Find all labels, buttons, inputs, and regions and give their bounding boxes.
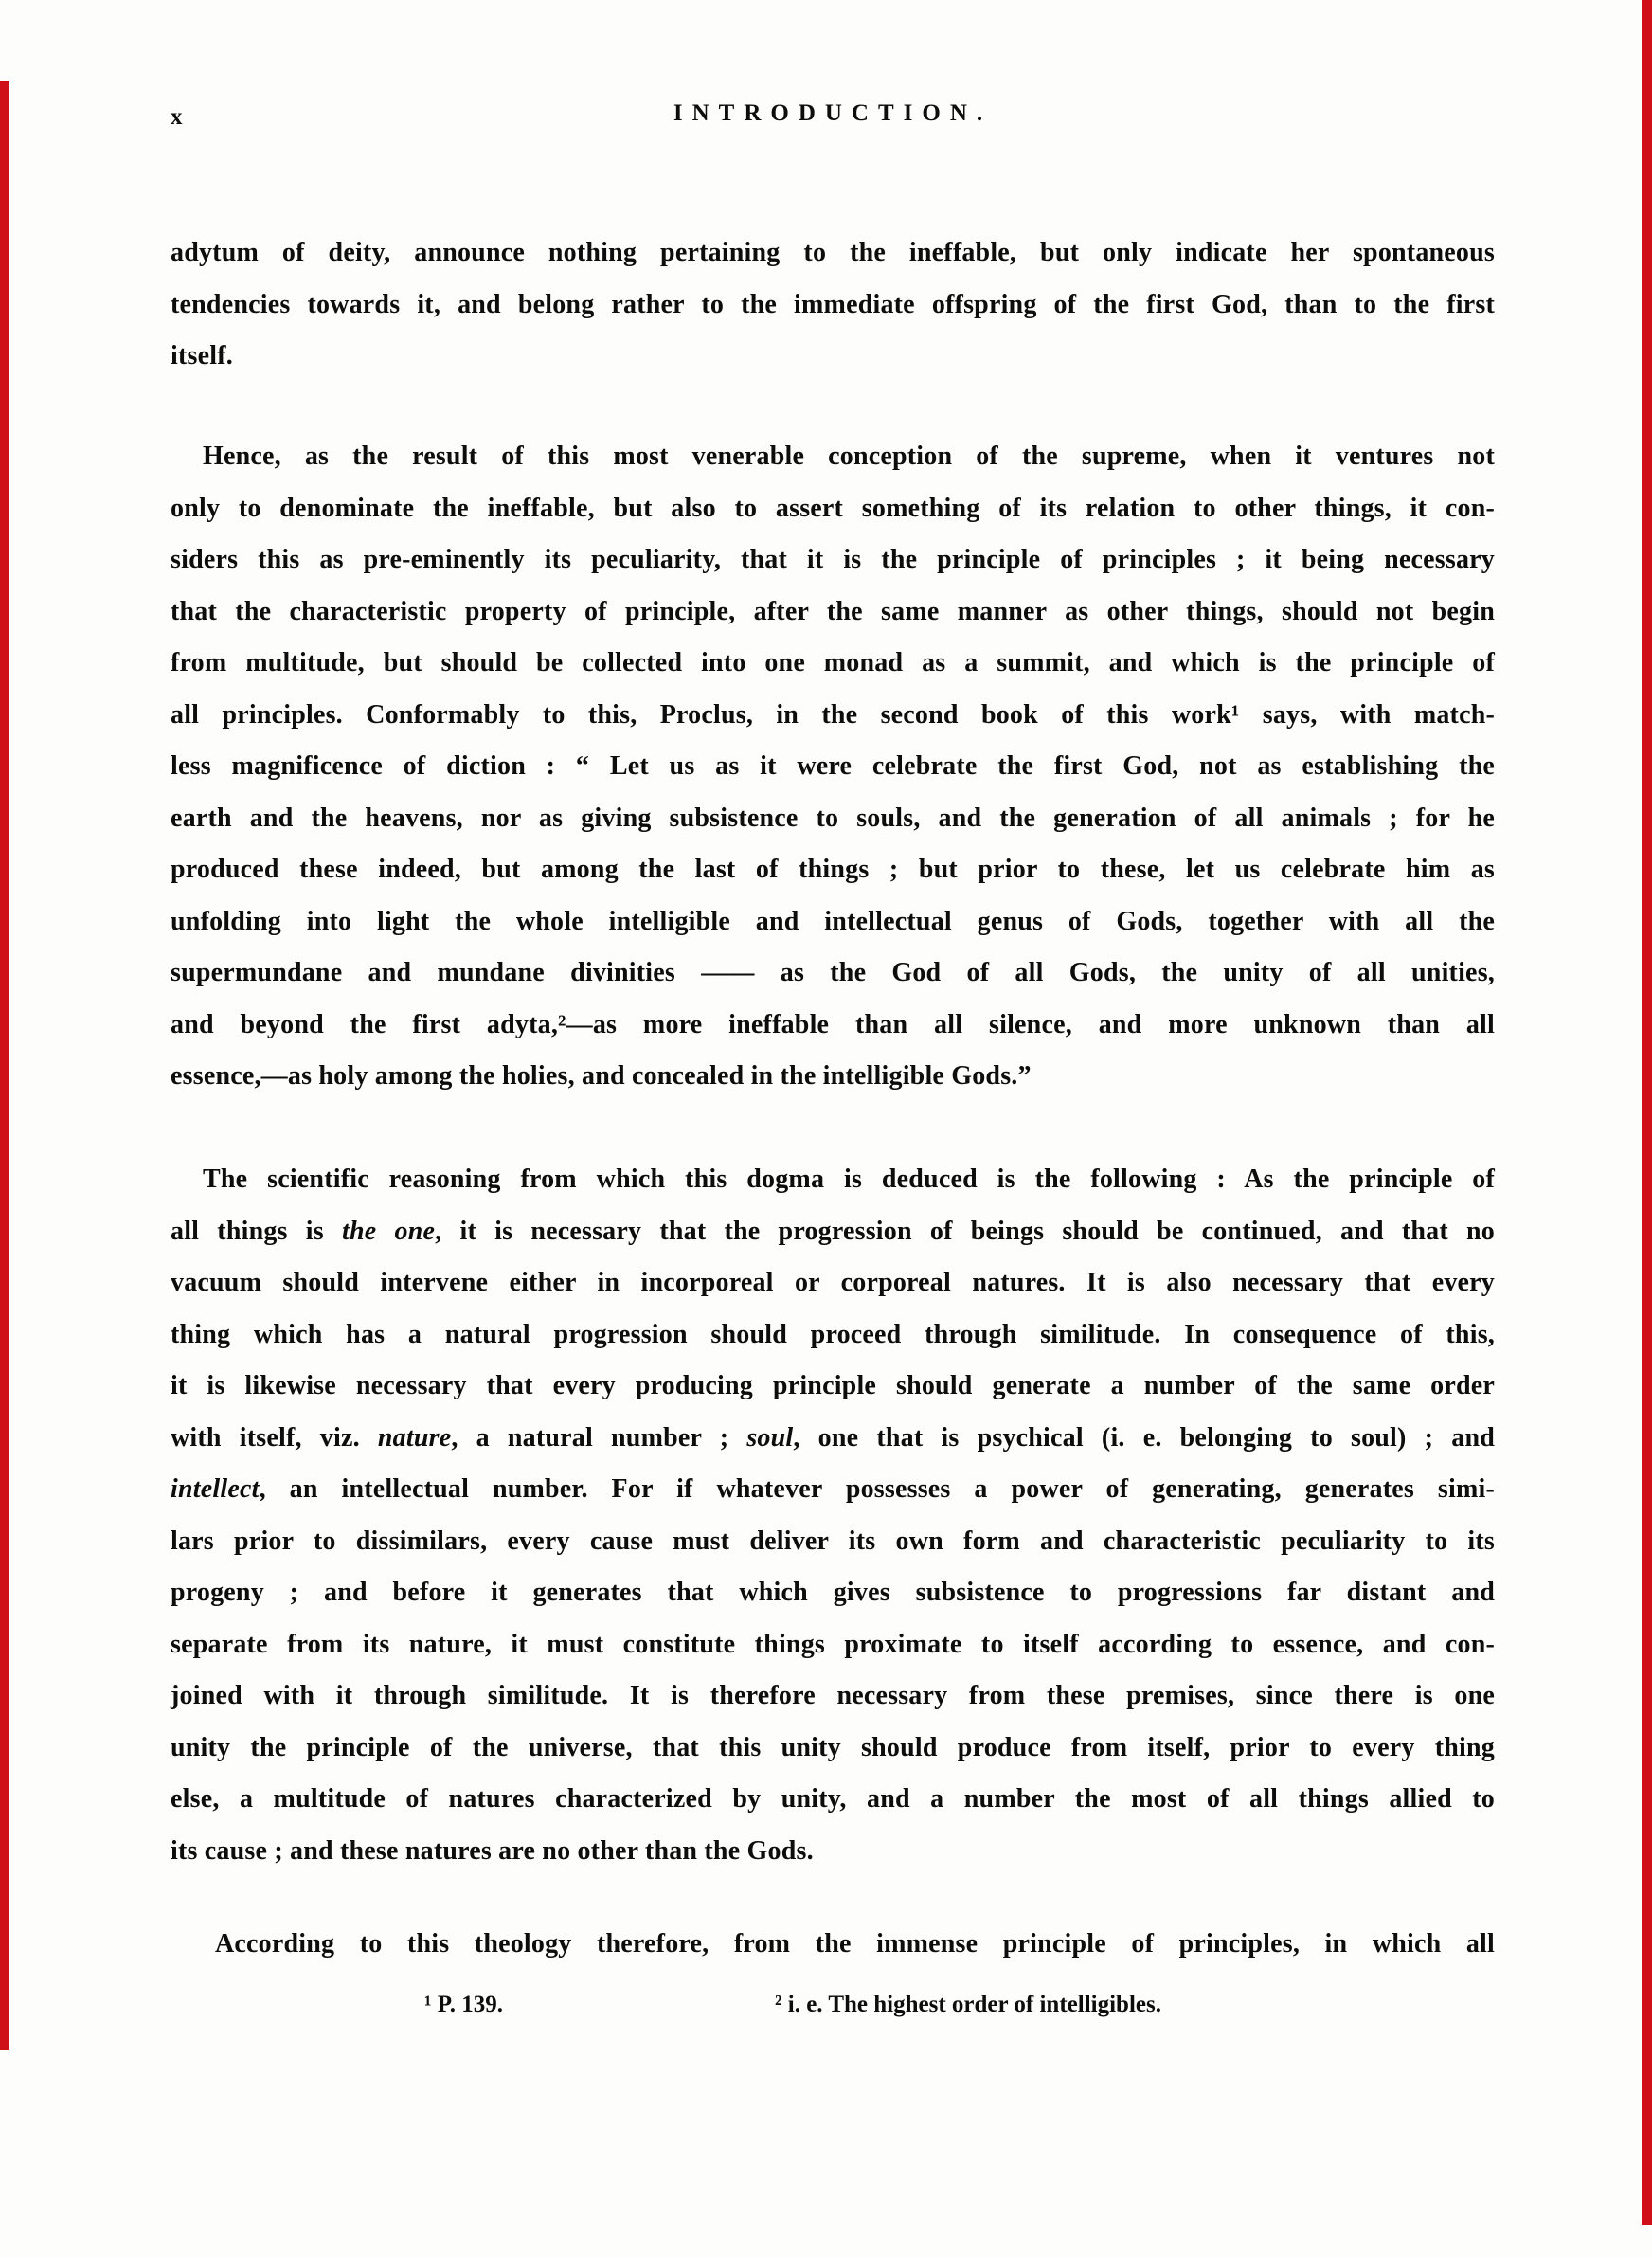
text-line: Hence, as the result of this most venerable conception of the supreme, when it ventures not: [203, 442, 1495, 471]
text-run: , an intellectual number. For if whatever possesses a power of generating, generates simi-: [259, 1474, 1495, 1504]
text-line: tendencies towards it, and belong rather to the immediate offspring of the first God, than to the first: [171, 289, 1495, 319]
footnote-1: ¹ P. 139.: [424, 1992, 503, 2017]
text-line: supermundane and mundane divinities —— as the God of all Gods, the unity of all unities,: [171, 958, 1495, 987]
text-line: The scientific reasoning from which this dogma is deduced is the following : As the principle of: [203, 1165, 1495, 1194]
red-scan-edge-right: [1642, 0, 1652, 2225]
text-line: and beyond the first adyta,²—as more ineffable than all silence, and more unknown than all: [171, 1009, 1495, 1039]
paragraph-3: [171, 1154, 1495, 1877]
text-line: vacuum should intervene either in incorporeal or corporeal natures. It is also necessary that every: [171, 1268, 1495, 1297]
text-line: unity the principle of the universe, that this unity should produce from itself, prior to every thing: [171, 1732, 1495, 1762]
text-line: else, a multitude of natures characterized by unity, and a number the most of all things allied to: [171, 1784, 1495, 1814]
text-run: , it is necessary that the progression of beings should be continued, and that no: [435, 1216, 1495, 1246]
text-line: that the characteristic property of principle, after the same manner as other things, should not begin: [171, 596, 1495, 626]
running-header-title: INTRODUCTION.: [673, 100, 993, 126]
red-scan-edge-left: [0, 81, 9, 2050]
text-run: , a natural number ;: [451, 1422, 747, 1453]
paragraph-2: [171, 431, 1495, 1103]
text-line: its cause ; and these natures are no other than the Gods.: [171, 1835, 814, 1866]
text-line: lars prior to dissimilars, every cause must deliver its own form and characteristic peculiarity to its: [171, 1526, 1495, 1556]
text-line: all principles. Conformably to this, Proclus, in the second book of this work¹ says, with match-: [171, 699, 1495, 730]
text-line: joined with it through similitude. It is therefore necessary from these premises, since there is one: [171, 1681, 1495, 1710]
text-line: from multitude, but should be collected into one monad as a summit, and which is the principle of: [171, 648, 1495, 677]
text-line: progeny ; and before it generates that which gives subsistence to progressions far distant and: [171, 1578, 1495, 1607]
italic-term: the one: [342, 1216, 436, 1246]
text-line: essence,—as holy among the holies, and concealed in the intelligible Gods.”: [171, 1061, 1032, 1091]
text-line: According to this theology therefore, from the immense principle of principles, in which all: [215, 1929, 1495, 1959]
text-line: earth and the heavens, nor as giving subsistence to souls, and the generation of all animals ; for he: [171, 803, 1495, 833]
text-line: separate from its nature, it must constitute things proximate to itself according to essence, and con-: [171, 1629, 1495, 1659]
footnote-row: [171, 1986, 1495, 2033]
text-line: produced these indeed, but among the last of things ; but prior to these, let us celebrate him as: [171, 855, 1495, 884]
text-line: it is likewise necessary that every producing principle should generate a number of the same order: [171, 1371, 1495, 1400]
text-run: all things is: [171, 1216, 342, 1246]
text-line: [171, 1413, 1495, 1465]
italic-term: nature: [377, 1422, 452, 1453]
text-line: only to denominate the ineffable, but also to assert something of its relation to other things, it con-: [171, 493, 1495, 523]
text-line: [171, 1464, 1495, 1516]
running-header: [171, 100, 1495, 135]
italic-term: soul: [746, 1422, 794, 1453]
page-number: x: [171, 104, 185, 130]
italic-term: intellect: [171, 1474, 260, 1504]
text-line: thing which has a natural progression should proceed through similitude. In consequence of this,: [171, 1319, 1495, 1349]
text-line: [171, 1206, 1495, 1258]
text-line: unfolding into light the whole intelligible and intellectual genus of Gods, together with all the: [171, 906, 1495, 936]
text-line: siders this as pre-eminently its peculiarity, that it is the principle of principles ; it being necessary: [171, 545, 1495, 574]
paragraph-4: [171, 1919, 1495, 1971]
text-line: less magnificence of diction : “ Let us as it were celebrate the first God, not as establishing the: [171, 751, 1495, 781]
footnote-2: ² i. e. The highest order of intelligibles.: [775, 1992, 1161, 2017]
text-run: with itself, viz.: [171, 1422, 378, 1453]
text-run: , one that is psychical (i. e. belonging to soul) ; and: [793, 1422, 1495, 1453]
text-line: adytum of deity, announce nothing pertaining to the ineffable, but only indicate her spontaneous: [171, 238, 1495, 267]
paragraph-1: [171, 227, 1495, 383]
text-line: itself.: [171, 341, 233, 370]
